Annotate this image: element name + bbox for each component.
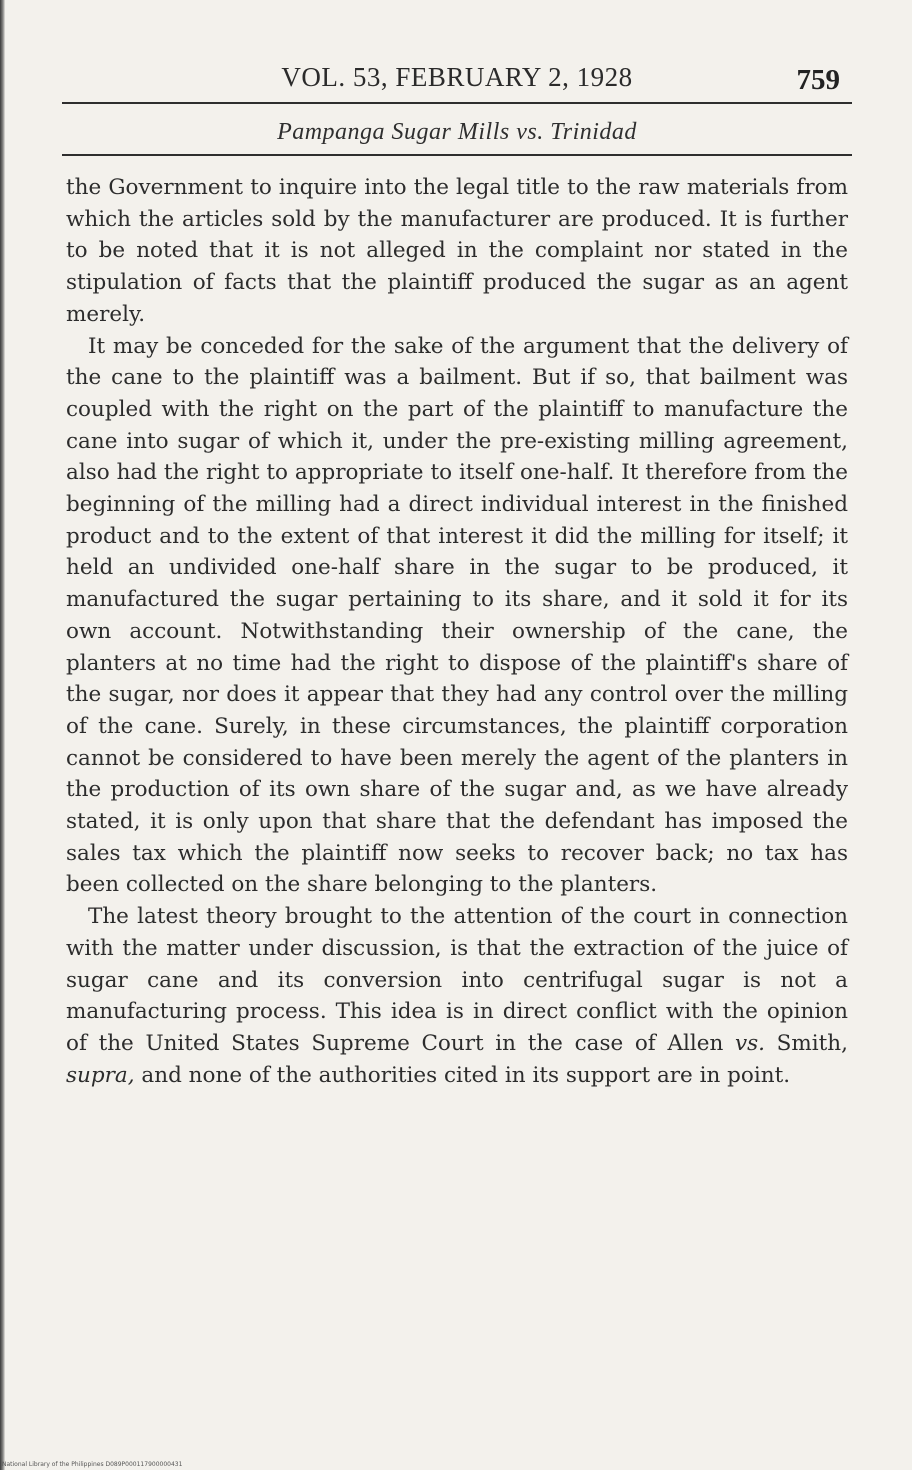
scan-footer-id: National Library of the Philippines D089P000117900000431 [2,1461,183,1468]
page-binding-edge [0,0,5,1470]
paragraph-1: the Government to inquire into the legal title to the raw materials from which the articles sold by the manufacturer are produced. It is further to be noted that it is not alleged in the complaint nor stated in the stipulation of facts that the plaintiff produced the sugar as an agent merely. [66,175,848,327]
volume-line: VOL. 53, FEBRUARY 2, 1928 [281,62,633,92]
paragraph-3-end: and none of the authorities cited in its support are in point. [141,1062,791,1088]
page-number: 759 [796,64,840,96]
header-rule-top [62,102,852,104]
supra-citation: supra, [66,1062,135,1088]
versus-abbrev: vs. [734,1030,765,1056]
page-header [66,58,848,156]
paragraph-3-text: The latest theory brought to the attention of the court in connection with the matter under discussion, is that the extraction of the juice of sugar cane and its conversion into centrifugal sugar is not a manufacturing process. This idea is in direct conflict with the opinion of the United States Supreme Court in the case of Allen [66,904,848,1056]
case-party: Smith, [776,1030,848,1056]
paragraph-2: It may be conceded for the sake of the argument that the delivery of the cane to the plaintiff was a bailment. But if so, that bailment was coupled with the right on the part of the plaintiff to manufacture the cane into sugar of which it, under the pre-existing milling agreement, also had the right to appropriate to itself one-half. It therefore from the beginning of the milling had a direct individual interest in the finished product and to the extent of that interest it did the milling for itself; it held an undivided one-half share in the sugar to be produced, it manufactured the sugar pertaining to its share, and it sold it for its own account. Notwithstanding their ownership of the cane, the planters at no time had the right to dispose of the plaintiff's share of the sugar, nor does it appear that they had any control over the milling of the cane. Surely, in these circumstances, the plaintiff corporation cannot be considered to have been merely the agent of the planters in the production of its own share of the sugar and, as we have already stated, it is only upon that share that the defendant has imposed the sales tax which the plaintiff now seeks to recover back; no tax has been collected on the share belonging to the planters. [66,333,848,898]
paragraph-3 [66,901,848,1091]
case-title: Pampanga Sugar Mills vs. Trinidad [277,119,637,145]
running-head [66,58,848,102]
body-text [66,172,848,1091]
header-rule-bottom [62,154,852,156]
